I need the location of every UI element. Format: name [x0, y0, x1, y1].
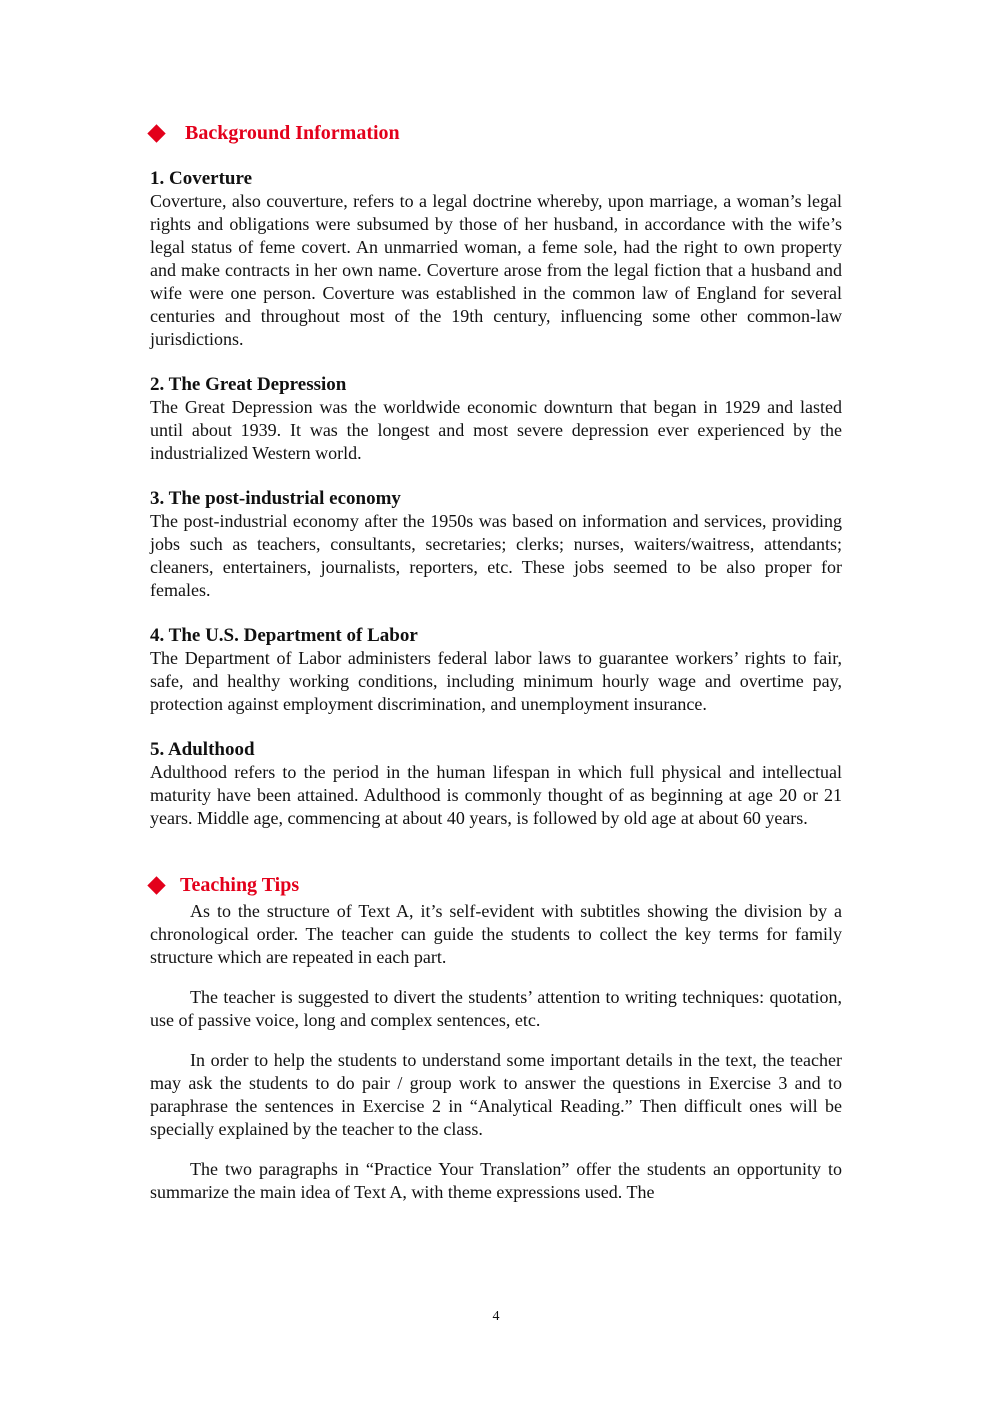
subheading: 1. Coverture — [150, 168, 253, 189]
teaching-tips-heading — [150, 870, 842, 900]
tips-paragraph: The teacher is suggested to divert the students’ attention to writing techniques: quotation, use of passive voice, long and complex sentences, etc. — [150, 987, 842, 1030]
background-heading — [150, 118, 842, 148]
paragraph: The Great Depression was the worldwide economic downturn that began in 1929 and lasted until about 1939. It was the longest and most severe depression ever experienced by the industrialized Western world. — [150, 397, 842, 463]
subheading: 2. The Great Depression — [150, 374, 347, 395]
diamond-bullet-icon — [147, 124, 165, 142]
tips-paragraph: In order to help the students to understand some important details in the text, the teacher may ask the students to do pair / group work to answer the questions in Exercise 3 and to paraphrase the sentences in Exercise 2 in “Analytical Reading.” Then difficult ones will be specially explained by the teacher to the class. — [150, 1050, 842, 1139]
page-body — [150, 118, 842, 1204]
background-item-dept-labor — [150, 624, 842, 716]
paragraph: The post-industrial economy after the 1950s was based on information and services, providing jobs such as teachers, consultants, secretaries; clerks; nurses, waiters/waitress, attendants; cleaners, entertainers, journalists, reporters, etc. These jobs seemed to be also proper for females. — [150, 511, 842, 600]
background-item-coverture — [150, 167, 842, 351]
background-item-post-industrial — [150, 487, 842, 602]
background-item-adulthood — [150, 738, 842, 830]
paragraph: Coverture, also couverture, refers to a legal doctrine whereby, upon marriage, a woman’s legal rights and obligations were subsumed by those of her husband, in accordance with the wife’s legal status of feme covert. An unmarried woman, a feme sole, had the right to own property and make contracts in her own name. Coverture arose from the legal fiction that a husband and wife were one person. Coverture was established in the common law of England for several centuries and throughout most of the 19th century, influencing some other common-law jurisdictions. — [150, 191, 842, 349]
teaching-tips-heading-text: Teaching Tips — [180, 873, 300, 896]
tips-paragraph: The two paragraphs in “Practice Your Translation” offer the students an opportunity to summarize the main idea of Text A, with theme expressions used. The — [150, 1159, 842, 1202]
page-number: 4 — [492, 1309, 500, 1324]
background-heading-text: Background Information — [185, 121, 400, 144]
subheading: 3. The post-industrial economy — [150, 488, 401, 509]
teaching-tips-body — [150, 900, 842, 1204]
paragraph: Adulthood refers to the period in the human lifespan in which full physical and intellectual maturity have been attained. Adulthood is commonly thought of as beginning at age 20 or 21 years. Middle age, commencing at about 40 years, is followed by old age at about 60 years. — [150, 762, 842, 828]
subheading: 5. Adulthood — [150, 739, 255, 760]
diamond-bullet-icon — [147, 876, 165, 894]
tips-paragraph: As to the structure of Text A, it’s self-evident with subtitles showing the division by a chronological order. The teacher can guide the students to collect the key terms for family structure which are repeated in each part. — [150, 901, 842, 967]
background-item-great-depression — [150, 373, 842, 465]
paragraph: The Department of Labor administers federal labor laws to guarantee workers’ rights to fair, safe, and healthy working conditions, including minimum hourly wage and overtime pay, protection against employment discrimination, and unemployment insurance. — [150, 648, 842, 714]
subheading: 4. The U.S. Department of Labor — [150, 625, 418, 646]
